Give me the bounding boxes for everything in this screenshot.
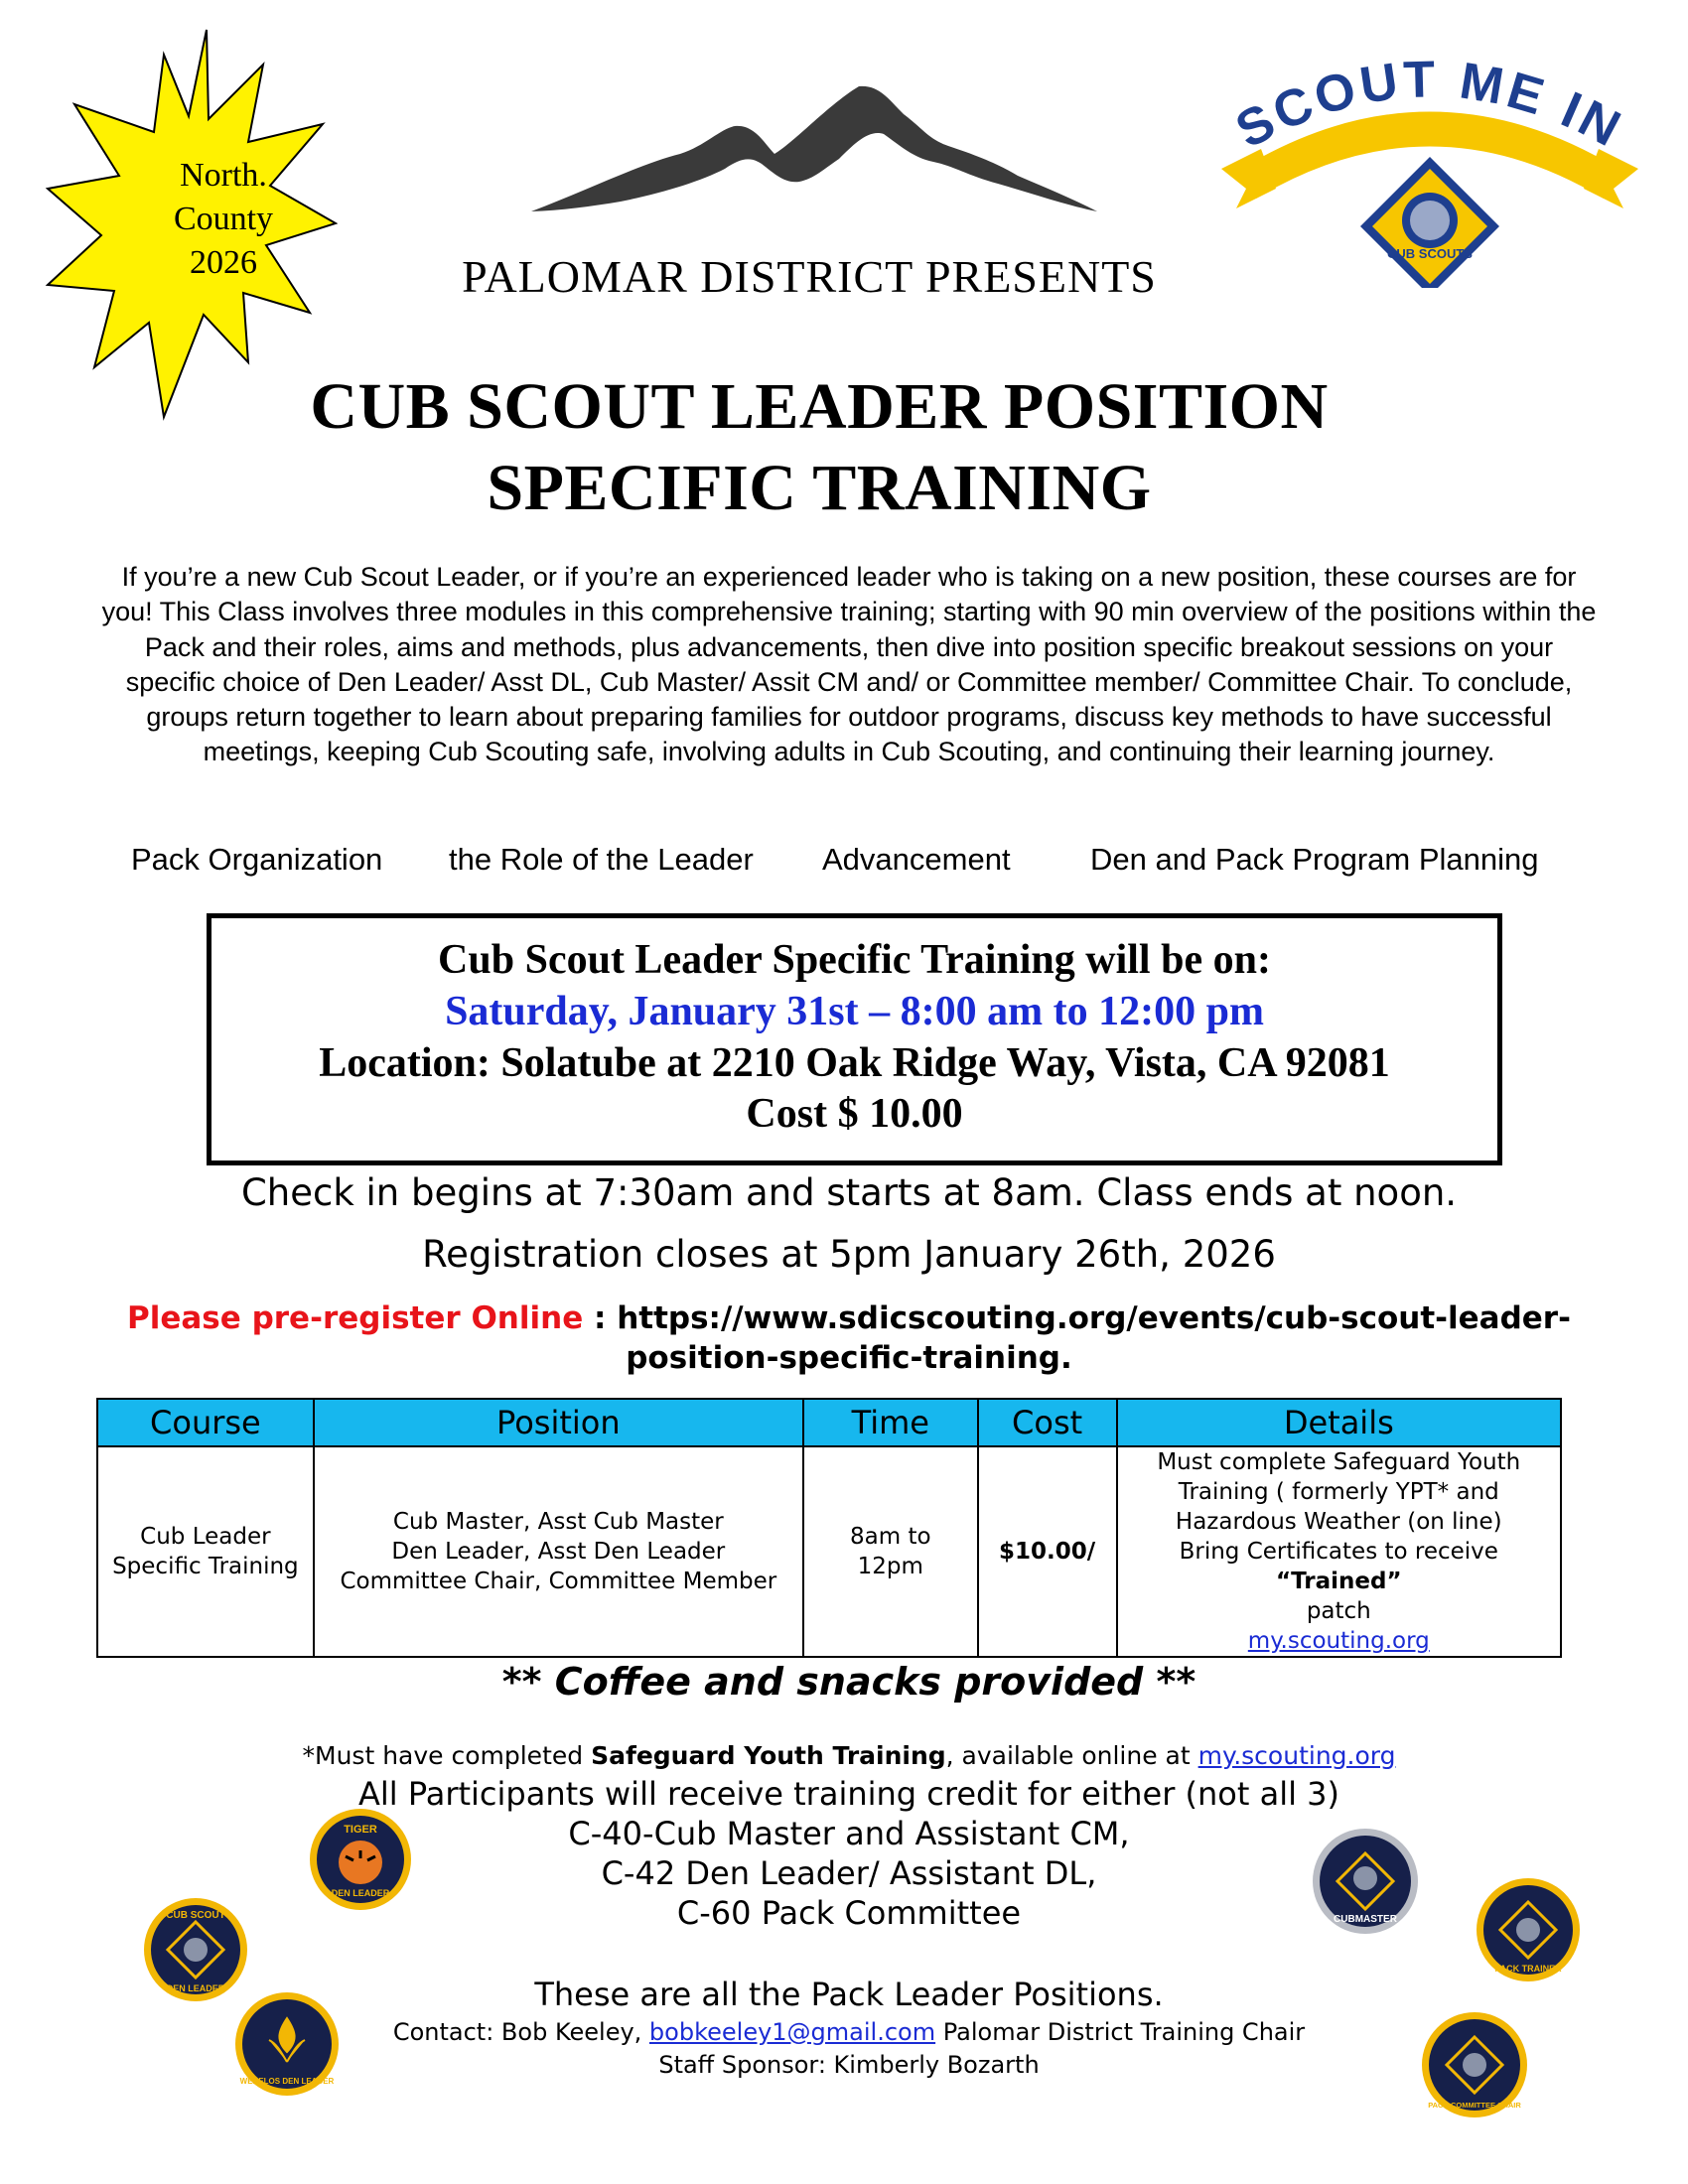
starburst-text [149, 154, 298, 285]
positions-note: These are all the Pack Leader Positions. [534, 1976, 1164, 2013]
svg-text:PACK COMMITTEE CHAIR: PACK COMMITTEE CHAIR [1428, 2101, 1521, 2110]
time-line: 12pm [857, 1554, 923, 1579]
starburst-line: 2026 [190, 244, 257, 281]
preregister-label: Please pre-register Online [127, 1300, 584, 1336]
details-patch: patch [1306, 1598, 1371, 1624]
mountain-silhouette [531, 86, 1097, 211]
event-date-line: Saturday, January 31st – 8:00 am to 12:00 pm [445, 989, 1264, 1034]
contact-prefix: Contact: Bob Keeley, [392, 2018, 649, 2046]
presents-heading: PALOMAR DISTRICT PRESENTS [462, 251, 1157, 302]
starburst-line: North. [180, 157, 267, 194]
position-line: Den Leader, Asst Den Leader [391, 1539, 726, 1565]
cell-details [1117, 1446, 1561, 1657]
header-cost: Cost [978, 1399, 1117, 1446]
event-location-line: Location: Solatube at 2210 Oak Ridge Way, Vista, CA 92081 [319, 1040, 1390, 1086]
event-cost-line: Cost $ 10.00 [746, 1091, 963, 1137]
main-title-line1: CUB SCOUT LEADER POSITION [310, 370, 1329, 443]
svg-text:PACK TRAINER: PACK TRAINER [1494, 1964, 1562, 1974]
topic-role-of-leader: the Role of the Leader [449, 842, 754, 877]
intro-paragraph: If you’re a new Cub Scout Leader, or if you’re an experienced leader who is taking on a new position, these courses are for you! This Class involves three modules in this comprehensive training; starting with 90 min overview of the positions within the Pack and their roles, aims and methods, plus advancements, then dive into position specific breakout sessions on your specific choice of Den Leader/ Asst DL, Cub Master/ Assit CM and/ or Committee member/ Committee Chair. To conclude, groups return together to learn about preparing families for outdoor programs, discuss key methods to have successful meetings, keeping Cub Scouting safe, involving adults in Cub Scouting, and continuing their learning journey. [101, 562, 1597, 767]
event-intro-line: Cub Scout Leader Specific Training will be on: [438, 937, 1271, 983]
starburst-line: County [173, 201, 274, 237]
ypt-link[interactable]: my.scouting.org [1197, 1741, 1396, 1770]
scout-me-in-logo [1201, 60, 1658, 288]
header-time: Time [803, 1399, 978, 1446]
contact-suffix: Palomar District Training Chair [935, 2018, 1306, 2046]
cub-scout-den-leader-badge-icon [142, 1896, 249, 2003]
coffee-note: ** Coffee and snacks provided ** [501, 1660, 1196, 1704]
pack-committee-chair-badge-icon [1420, 2010, 1529, 2119]
cell-course [97, 1446, 314, 1657]
ypt-note [99, 1741, 1599, 1770]
svg-text:CUBMASTER: CUBMASTER [1334, 1914, 1397, 1925]
mountain-logo [531, 84, 1097, 213]
details-line: Training ( formerly YPT* and [1178, 1479, 1499, 1505]
credit-c40: C-40-Cub Master and Assistant CM, [568, 1815, 1130, 1852]
header-details: Details [1117, 1399, 1561, 1446]
details-trained: “Trained” [1275, 1569, 1402, 1594]
details-line: Hazardous Weather (on line) [1175, 1509, 1502, 1535]
svg-text:DEN LEADER: DEN LEADER [166, 1983, 225, 1993]
header-position: Position [314, 1399, 803, 1446]
course-table [96, 1398, 1562, 1658]
table-row [97, 1446, 1561, 1657]
topic-program-planning: Den and Pack Program Planning [1090, 842, 1539, 877]
preregister-line [99, 1298, 1599, 1378]
svg-text:WEBELOS DEN LEADER: WEBELOS DEN LEADER [239, 2077, 335, 2086]
contact-email-link[interactable]: bobkeeley1@gmail.com [648, 2018, 936, 2046]
svg-text:DEN LEADER: DEN LEADER [331, 1888, 390, 1898]
tiger-den-leader-badge-icon [308, 1807, 413, 1912]
emblem-text: CUB SCOUTS [1387, 246, 1473, 261]
credit-c60: C-60 Pack Committee [676, 1894, 1022, 1932]
position-line: Cub Master, Asst Cub Master [392, 1509, 724, 1535]
cubmaster-badge-icon [1311, 1827, 1420, 1936]
header-course: Course [97, 1399, 314, 1446]
credit-c42: C-42 Den Leader/ Assistant DL, [601, 1854, 1097, 1892]
details-link[interactable]: my.scouting.org [1247, 1628, 1430, 1654]
details-line: Bring Certificates to receive [1179, 1539, 1498, 1565]
logo-top-text: SCOUT ME IN [1226, 60, 1633, 160]
preregister-separator: : [583, 1300, 618, 1336]
time-line: 8am to [850, 1524, 931, 1550]
preregister-url[interactable]: https://www.sdicscouting.org/events/cub-scout-leader-position-specific-training. [617, 1300, 1571, 1376]
course-line: Cub Leader [140, 1524, 271, 1550]
ypt-middle: , available online at [945, 1741, 1198, 1770]
topic-pack-organization: Pack Organization [131, 842, 383, 877]
cub-scouts-emblem [1360, 157, 1499, 288]
topic-advancement: Advancement [822, 842, 1011, 877]
cell-time [803, 1446, 978, 1657]
course-line: Specific Training [112, 1554, 299, 1579]
pack-trainer-badge-icon [1475, 1876, 1582, 1983]
svg-text:TIGER: TIGER [344, 1824, 377, 1836]
credit-intro: All Participants will receive training credit for either (not all 3) [358, 1775, 1339, 1813]
details-line: Must complete Safeguard Youth [1157, 1449, 1521, 1475]
main-title-line2: SPECIFIC TRAINING [487, 452, 1152, 524]
event-info-box [207, 913, 1502, 1165]
cell-cost: $10.00/ [978, 1446, 1117, 1657]
svg-text:CUB SCOUT: CUB SCOUT [166, 1910, 225, 1921]
checkin-text: Check in begins at 7:30am and starts at 8am. Class ends at noon. [240, 1171, 1458, 1214]
cell-position [314, 1446, 803, 1657]
position-line: Committee Chair, Committee Member [340, 1569, 777, 1594]
ypt-prefix: *Must have completed [302, 1741, 592, 1770]
ypt-bold: Safeguard Youth Training [591, 1741, 946, 1770]
webelos-den-leader-badge-icon [233, 1990, 341, 2098]
registration-close-text: Registration closes at 5pm January 26th, 2026 [422, 1233, 1276, 1276]
table-header-row [97, 1399, 1561, 1446]
staff-sponsor: Staff Sponsor: Kimberly Bozarth [658, 2051, 1040, 2079]
